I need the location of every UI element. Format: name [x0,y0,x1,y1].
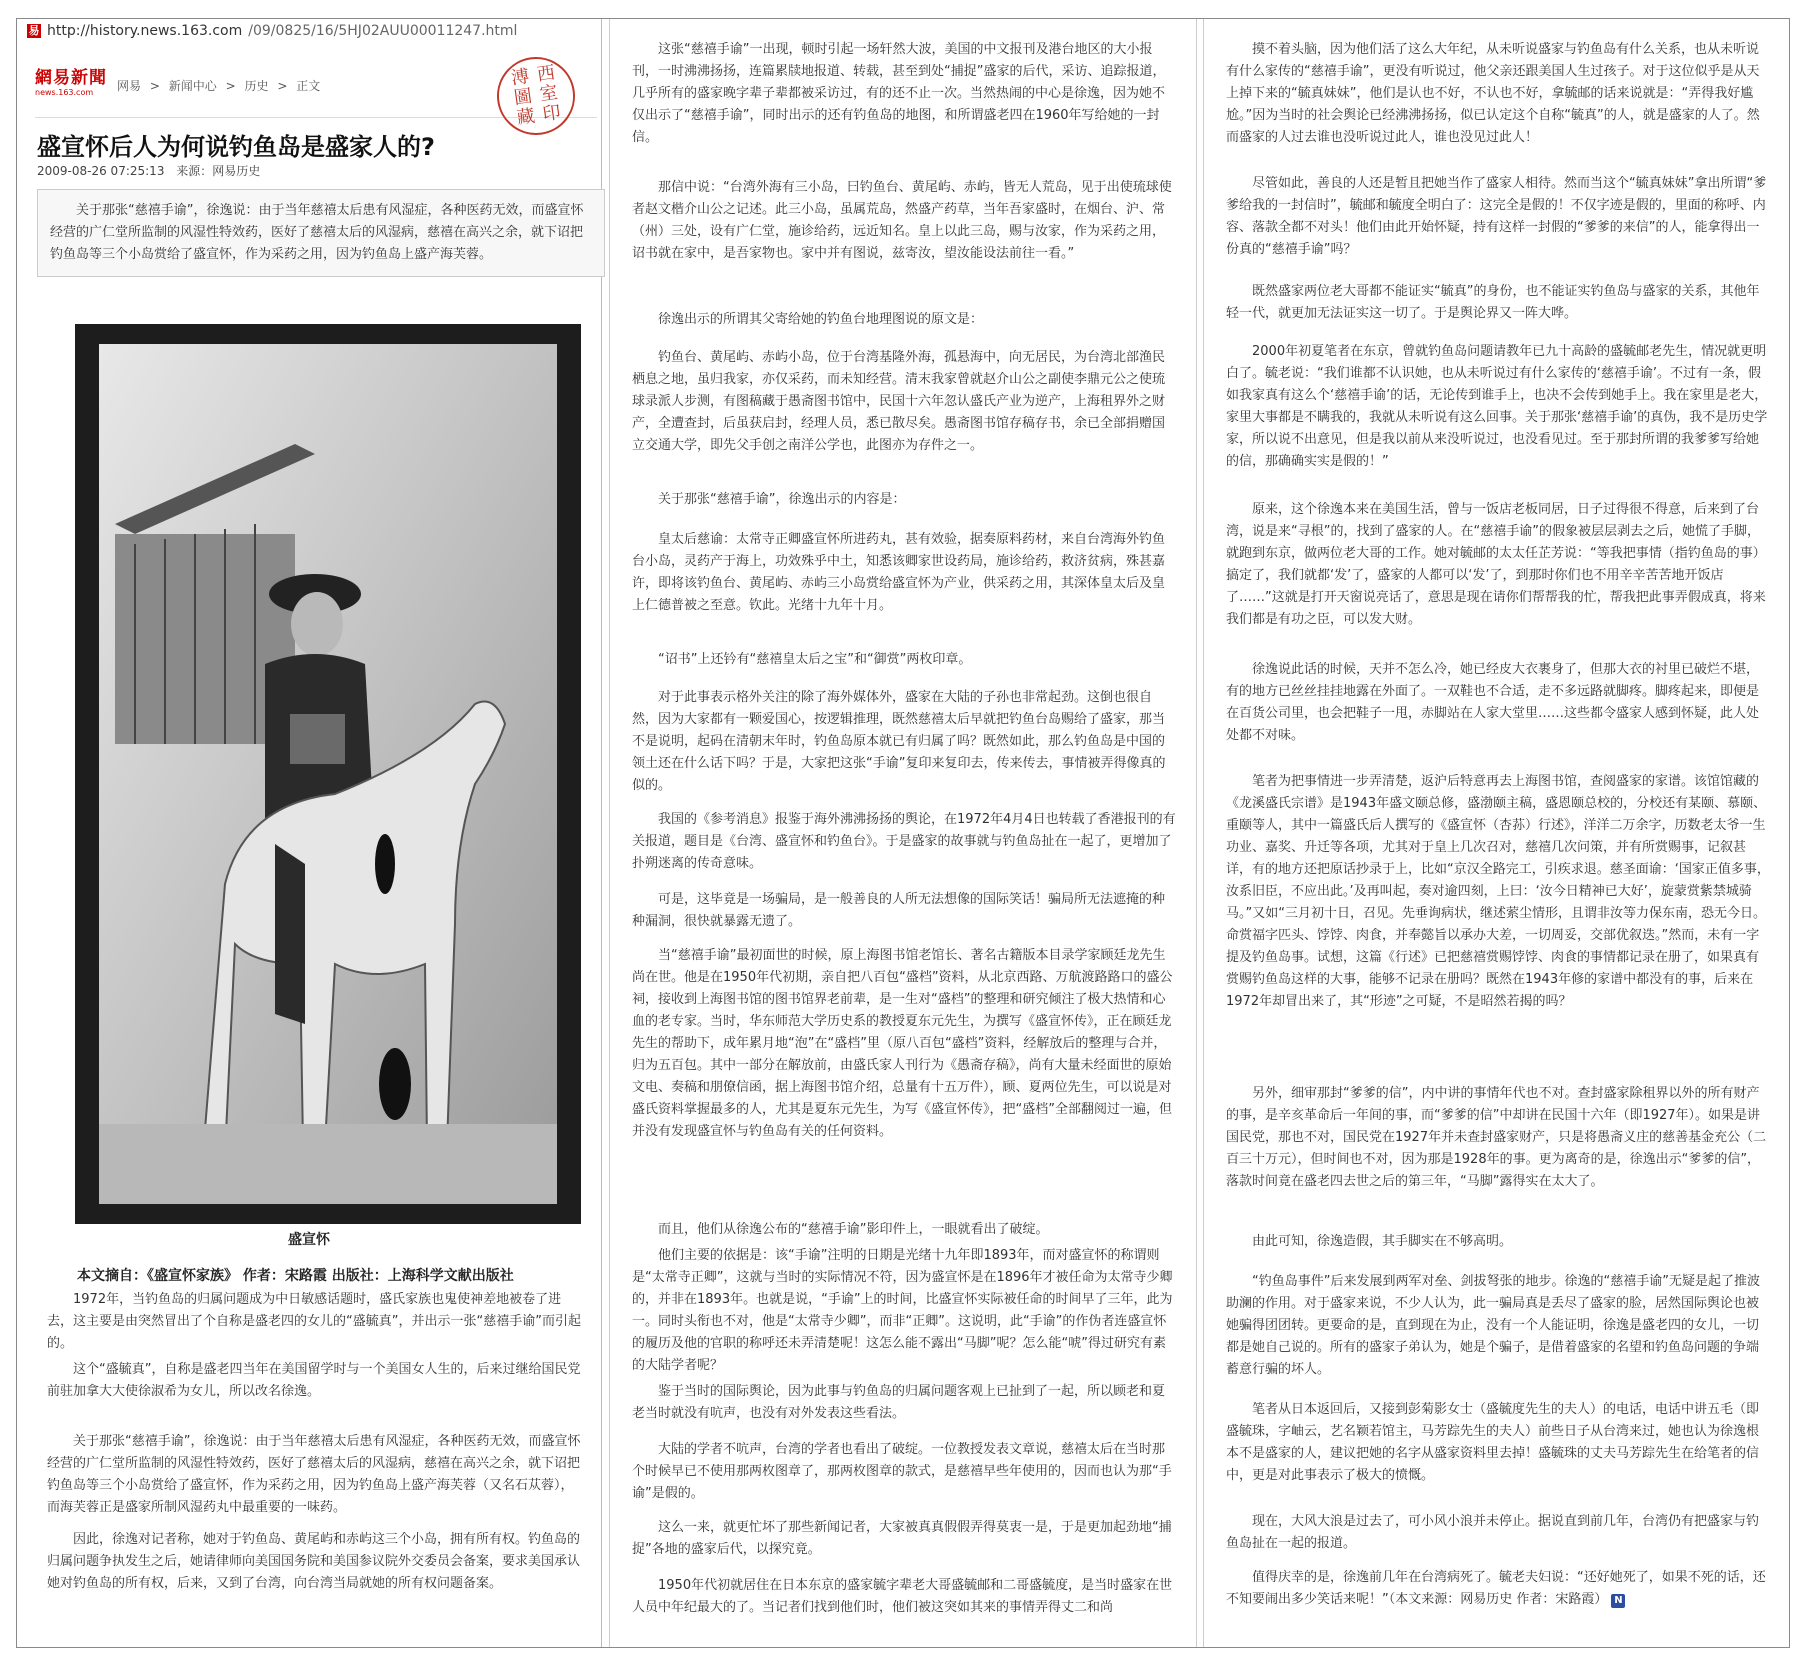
paragraph: 鉴于当时的国际舆论，因为此事与钓鱼岛的归属问题客观上已扯到了一起，所以顾老和夏老当时就没有吭声，也没有对外发表这些看法。 [632,1384,1166,1421]
breadcrumb-news-center[interactable]: 新闻中心 [168,79,217,93]
photo-caption: 盛宣怀 [288,1232,330,1248]
column-3 [1203,19,1790,1647]
paragraph-final: 值得庆幸的是，徐逸前几年在台湾病死了。毓老夫妇说：“还好她死了，如果不死的话，还不知要闹出多少笑话来呢！”（本文来源：网易历史 作者：宋路霞） N [1226,1570,1766,1607]
paragraph: 笔者从日本返回后，又接到彭菊影女士（盛毓度先生的夫人）的电话，电话中讲五毛（即盛毓珠，字岫云，艺名颖若馆主，马芳踪先生的夫人）前些日子从台湾来过，她也认为徐逸根本不是盛家的人，建议把她的名字从盛家资料里去掉！盛毓珠的丈夫马芳踪先生在给笔者的信中，更是对此事表示了极大的愤慨。 [1226,1402,1760,1483]
article-source: 来源：网易历史 [176,164,261,178]
paragraph: 当“慈禧手谕”最初面世的时候，原上海图书馆老馆长、著名古籍版本目录学家顾廷龙先生尚在世。他是在1950年代初期，亲自把八百包“盛档”资料，从北京西路、万航渡路路口的盛公祠，接收到上海图书馆的图书馆界老前辈，是一生对“盛档”的整理和研究倾注了极大热情和心血的老专家。当时，华东师范大学历史系的教授夏东元先生，为撰写《盛宣怀传》，正在顾廷龙先生的帮助下，成年累月地“泡”在“盛档”里（原八百包“盛档”资料，经解放后的整理与合并，归为五百包。其中一部分在解放前，由盛氏家人刊行为《愚斋存稿》，尚有大量未经面世的原始文电、奏稿和朋僚信函，据上海图书馆介绍，总量有十五万件），顾、夏两位先生，可以说是对盛氏资料掌握最多的人，尤其是夏东元先生，为写《盛宣怀传》，把“盛档”全部翻阅过一遍，但并没有发现盛宣怀与钓鱼岛有关的任何资料。 [632,948,1173,1139]
article-page [16,18,1790,1648]
paragraph: 尽管如此，善良的人还是暂且把她当作了盛家人相待。然而当这个“毓真妹妹”拿出所谓“爹爹给我的一封信时”，毓邮和毓度全明白了：这完全是假的！不仅字迹是假的，里面的称呼、内容、落款全都不对头！他们由此开始怀疑，持有这样一封假的“爹爹的来信”的人，能拿得出一份真的“慈禧手谕”吗？ [1226,176,1767,257]
paragraph: 我国的《参考消息》报鉴于海外沸沸扬扬的舆论，在1972年4月4日也转载了香港报刊的有关报道，题目是《台湾、盛宣怀和钓鱼台》。于是盛家的故事就与钓鱼岛扯在一起了，更增加了扑朔迷离的传奇意味。 [632,812,1176,871]
article-meta [37,162,268,179]
paragraph: 摸不着头脑，因为他们活了这么大年纪，从未听说盛家与钓鱼岛有什么关系，也从未听说有什么家传的“慈禧手谕”，更没有听说过，他父亲还跟美国人生过孩子。对于这位似乎是从天上掉下来的“毓真妹妹”，他们是认也不好，不认也不好，拿毓邮的话来说就是：“弄得我好尴尬。”因为当时的社会舆论已经沸沸扬扬，似已认定这个自称“毓真”的人，就是盛家的人了。然而盛家的人过去谁也没听说过此人，谁也没见过此人！ [1226,42,1760,145]
paragraph: 笔者为把事情进一步弄清楚，返沪后特意再去上海图书馆，查阅盛家的家谱。该馆馆藏的《龙溪盛氏宗谱》是1943年盛文颐总修，盛渤颐主稿，盛恩颐总校的，分校还有某颐、慕颐、重颐等人，其中一篇盛氏后人撰写的《盛宣怀（杏荪）行述》，洋洋二万余字，历数老太爷一生功业、嘉奖、升迁等各项，尤其对于皇上几次召对，慈禧几次问策，并有所赏赐事，记叙甚详，有的地方还把原话抄录于上，比如“京汉全路完工，引疾求退。慈圣面谕：‘国家正值多事，汝系旧臣，不应出此。’及再叫起，奏对逾四刻，上曰：‘汝今日精神已大好’，旋蒙赏紫禁城骑马。”又如“三月初十日，召见。先垂询病状，继述萦尘情形，且谓非汝等力保东南，恐无今日。命赏福字匹头、饽饽、肉食，并奉懿旨以承办大差，一切周妥，交部优叙迭。”然而，未有一字提及钓鱼岛事。试想，这篇《行述》已把慈禧赏赐饽饽、肉食的事情都记录在册了，如果真有赏赐钓鱼岛这样的大事，能够不记录在册吗？既然在1943年修的家谱中都没有的事，后来在1972年却冒出来了，其“形迹”之可疑，不是昭然若揭的吗？ [1226,774,1770,1009]
paragraph: 他们主要的依据是：该“手谕”注明的日期是光绪十九年即1893年，而对盛宣怀的称谓则是“太常寺正卿”，这就与当时的实际情况不符，因为盛宣怀是在1896年才被任命为太常寺少卿的，并非在1893年。也就是说，“手谕”上的时间，比盛宣怀实际被任命的时间早了三年，此为一。同时头衔也不对，他是“太常寺少卿”，而非“正卿”。这说明，此“手谕”的作伪者连盛宣怀的履历及他的官职的称呼还未弄清楚呢！这怎么能不露出“马脚”呢？怎么能“唬”得过研究有素的大陆学者呢？ [632,1248,1173,1373]
url-path: /09/0825/16/5HJ02AUU00011247.html [248,23,518,39]
red-seal-stamp: 溥 西 圖 室 藏 印 [492,52,580,140]
paragraph: 关于那张“慈禧手谕”，徐逸出示的内容是： [658,492,906,507]
article-summary: 关于那张“慈禧手谕”，徐逸说：由于当年慈禧太后患有风湿症，各种医药无效，而盛宣怀经营的广仁堂所监制的风湿性特效药，医好了慈禧太后的风湿病，慈禧在高兴之余，就下诏把钓鱼岛等三个小岛赏给了盛宣怀，作为采药之用，因为钓鱼岛上盛产海芙蓉。 [37,189,605,277]
paragraph: 原来，这个徐逸本来在美国生活，曾与一饭店老板同居，日子过得很不得意，后来到了台湾，说是来“寻根”的，找到了盛家的人。在“慈禧手谕”的假象被层层剥去之后，她慌了手脚，就跑到东京，做两位老大哥的工作。她对毓邮的太太任芷芳说：“等我把事情（指钓鱼岛的事）搞定了，我们就都‘发’了，盛家的人都可以‘发’了，到那时你们也不用辛辛苦苦地开饭店了……”这就是打开天窗说亮话了，意思是现在请你们帮帮我的忙，帮我把此事弄假成真，将来我们都是有功之臣，可以发大财。 [1226,502,1766,627]
column-1 [17,19,602,1647]
paragraph: 而且，他们从徐逸公布的“慈禧手谕”影印件上，一眼就看出了破绽。 [658,1222,1049,1237]
paragraph: 大陆的学者不吭声，台湾的学者也看出了破绽。一位教授发表文章说，慈禧太后在当时那个时候早已不使用那两枚图章了，那两枚图章的款式，是慈禧早些年使用的，因而也认为那“手谕”是假的。 [632,1442,1172,1501]
book-source: 本文摘自：《盛宣怀家族》 作者：宋路霞 出版社：上海科学文献出版社 [77,1268,514,1284]
paragraph: 可是，这毕竟是一场骗局，是一般善良的人所无法想像的国际笑话！骗局所无法遮掩的种种漏洞，很快就暴露无遗了。 [632,892,1166,929]
paragraph: “钓鱼岛事件”后来发展到两军对垒、剑拔弩张的地步。徐逸的“慈禧手谕”无疑是起了推波助澜的作用。对于盛家来说，不少人认为，此一骗局真是丢尽了盛家的脸，居然国际舆论也被她骗得团团转。更要命的是，直到现在为止，没有一个人能证明，徐逸是盛老四的女儿，一切都是她自己说的。所有的盛家子弟认为，她是个骗子，是借着盛家的名望和钓鱼岛问题的争端蓄意行骗的坏人。 [1226,1274,1760,1377]
paragraph: 皇太后慈谕：太常寺正卿盛宣怀所进药丸，甚有效验，据奏原料药材，来自台湾海外钓鱼台小岛，灵药产于海上，功效殊乎中土，知悉该卿家世设药局，施诊给药，救济贫病，殊甚嘉许，即将该钓鱼台、黄尾屿、赤屿三小岛赏给盛宣怀为产业，供采药之用，其深体皇太后及皇上仁德普被之至意。钦此。光绪十九年十月。 [632,532,1166,613]
paragraph: 1950年代初就居住在日本东京的盛家毓字辈老大哥盛毓邮和二哥盛毓度，是当时盛家在世人员中年纪最大的了。当记者们找到他们时，他们被这突如其来的事情弄得丈二和尚 [632,1578,1173,1615]
paragraph: 那信中说：“台湾外海有三小岛，曰钓鱼台、黄尾屿、赤屿，皆无人荒岛，见于出使琉球使者赵文楷介山公之记述。此三小岛，虽属荒岛，然盛产药草，当年吾家盛时，在烟台、沪、常（州）三处，设有广仁堂，施诊给药，远近知名。皇上以此三岛，赐与汝家，作为采药之用，诏书就在家中，是吾家物也。家中并有图说，兹寄汝，望汝能设法前往一看。” [632,180,1172,261]
article-title: 盛宣怀后人为何说钓鱼岛是盛家人的? [37,133,435,161]
url-host: http://history.news.163.com [47,23,243,39]
paragraph: 关于那张“慈禧手谕”，徐逸说：由于当年慈禧太后患有风湿症，各种医药无效，而盛宣怀经营的广仁堂所监制的风湿性特效药，医好了慈禧太后的风湿病，慈禧在高兴之余，就下诏把钓鱼岛等三个小岛赏给了盛宣怀，作为采药之用，因为钓鱼岛上盛产海芙蓉（又名石苁蓉），而海芙蓉正是盛家所制风湿药丸中最重要的一味药。 [47,1434,581,1515]
column-2 [609,19,1197,1647]
paragraph: 由此可知，徐逸造假，其手脚实在不够高明。 [1252,1234,1513,1249]
breadcrumb: 网易 > 新闻中心 > 历史 > 正文 [117,79,321,93]
paragraph: 这么一来，就更忙坏了那些新闻记者，大家被真真假假弄得莫衷一是，于是更加起劲地“捕捉”各地的盛家后代，以探究竟。 [632,1520,1172,1557]
paragraph: 2000年初夏笔者在东京，曾就钓鱼岛问题请教年已九十高龄的盛毓邮老先生，情况就更明白了。毓老说：“我们谁都不认识她，也从未听说过有什么家传的‘慈禧手谕’。不过有一条，假如我家真有这么个‘慈禧手谕’的话，无论传到谁手上，也决不会传到她手上。我在家里是老大，家里大事都是不瞒我的，我就从未听说有这么回事。关于那张‘慈禧手谕’的真伪，我不是历史学家，所以说不出意见，但是我以前从来没听说过，也没看见过。至于那封所谓的我爹爹写给她的信，那确确实实是假的！” [1226,344,1768,469]
paragraph: 这张“慈禧手谕”一出现，顿时引起一场轩然大波，美国的中文报刊及港台地区的大小报刊，一时沸沸扬扬，连篇累牍地报道、转载，甚至到处“捕捉”盛家的后代，采访、追踪报道，几乎所有的盛家晚字辈子辈都被采访过，有的还不止一次。当然热闹的中心是徐逸，因为她不仅出示了“慈禧手谕”，同时出示的还有钓鱼岛的地图，和所谓盛老四在1960年写给她的一封信。 [632,42,1166,145]
breadcrumb-history[interactable]: 历史 [244,79,269,93]
site-favicon-icon: 易 [28,24,40,37]
netease-news-logo[interactable]: 網易新聞 news.163.com [35,68,107,97]
paragraph: 对于此事表示格外关注的除了海外媒体外，盛家在大陆的子孙也非常起劲。这倒也很自然，因为大家都有一颗爱国心，按逻辑推理，既然慈禧太后早就把钓鱼台岛赐给了盛家，那当不是说明，起码在清朝末年时，钓鱼岛原本就已有归属了吗？既然如此，那么钓鱼岛是中国的领土还在什么话下吗？于是，大家把这张“手谕”复印来复印去，传来传去，事情被弄得像真的似的。 [632,690,1166,793]
breadcrumb-netease[interactable]: 网易 [117,79,142,93]
paragraph: 因此，徐逸对记者称，她对于钓鱼岛、黄尾屿和赤屿这三个小岛，拥有所有权。钓鱼岛的归属问题争执发生之后，她请律师向美国国务院和美国参议院外交委员会备案，要求美国承认她对钓鱼岛的所有权，后来，又到了台湾，向台湾当局就她的所有权问题备案。 [47,1532,581,1591]
breadcrumb-article: 正文 [296,79,321,93]
portrait-photo [75,324,581,1224]
paragraph: 徐逸说此话的时候，天并不怎么冷，她已经皮大衣裹身了，但那大衣的衬里已破烂不堪，有的地方已丝丝挂挂地露在外面了。一双鞋也不合适，走不多远路就脚疼。脚疼起来，即便是在百货公司里，也会把鞋子一甩，赤脚站在人家大堂里……这些都令盛家人感到怀疑，此人处处都不对味。 [1226,662,1760,743]
paragraph: 1972年，当钓鱼岛的归属问题成为中日敏感话题时，盛氏家族也鬼使神差地被卷了进去，这主要是由突然冒出了个自称是盛老四的女儿的“盛毓真”，并出示一张“慈禧手谕”而引起的。 [47,1292,581,1351]
url-bar[interactable] [27,23,517,39]
netease-badge-icon[interactable]: N [1611,1594,1625,1608]
paragraph: 徐逸出示的所谓其父寄给她的钓鱼台地理图说的原文是： [658,312,984,327]
paragraph: 现在，大风大浪是过去了，可小风小浪并未停止。据说直到前几年，台湾仍有把盛家与钓鱼岛扯在一起的报道。 [1226,1514,1760,1551]
site-header [35,55,597,129]
paragraph: 这个“盛毓真”，自称是盛老四当年在美国留学时与一个美国女人生的，后来过继给国民党前驻加拿大大使徐淑希为女儿，所以改名徐逸。 [47,1362,581,1399]
paragraph: “诏书”上还钤有“慈禧皇太后之宝”和“御赏”两枚印章。 [658,652,972,667]
article-date: 2009-08-26 07:25:13 [37,164,165,178]
paragraph: 既然盛家两位老大哥都不能证实“毓真”的身份，也不能证实钓鱼岛与盛家的关系，其他年轻一代，就更加无法证实这一切了。于是舆论界又一阵大哗。 [1226,284,1760,321]
paragraph: 另外，细审那封“爹爹的信”，内中讲的事情年代也不对。查封盛家除租界以外的所有财产的事，是辛亥革命后一年间的事，而“爹爹的信”中却讲在民国十六年（即1927年）。如果是讲国民党，那也不对，国民党在1927年并未查封盛家财产，只是将愚斋义庄的慈善基金充公（二百三十万元），但时间也不对，因为那是1928年的事。更为离奇的是，徐逸出示“爹爹的信”，落款时间竟在盛老四去世之后的第三年，“马脚”露得实在太大了。 [1226,1086,1767,1189]
paragraph: 钓鱼台、黄尾屿、赤屿小岛，位于台湾基隆外海，孤悬海中，向无居民，为台湾北部渔民栖息之地，虽归我家，亦仅采药，而未知经营。清末我家曾就赵介山公之副使李鼎元公之使琉球录派人步测，有图稿藏于愚斋图书馆中，民国十六年忽认盛氏产业为逆产，上海租界外之财产，全遭查封，后虽获启封，经理人员，悉已散尽矣。愚斋图书馆存稿存书，余已全部捐赠国立交通大学，即先父手创之南洋公学也，此图亦为存件之一。 [632,350,1166,453]
